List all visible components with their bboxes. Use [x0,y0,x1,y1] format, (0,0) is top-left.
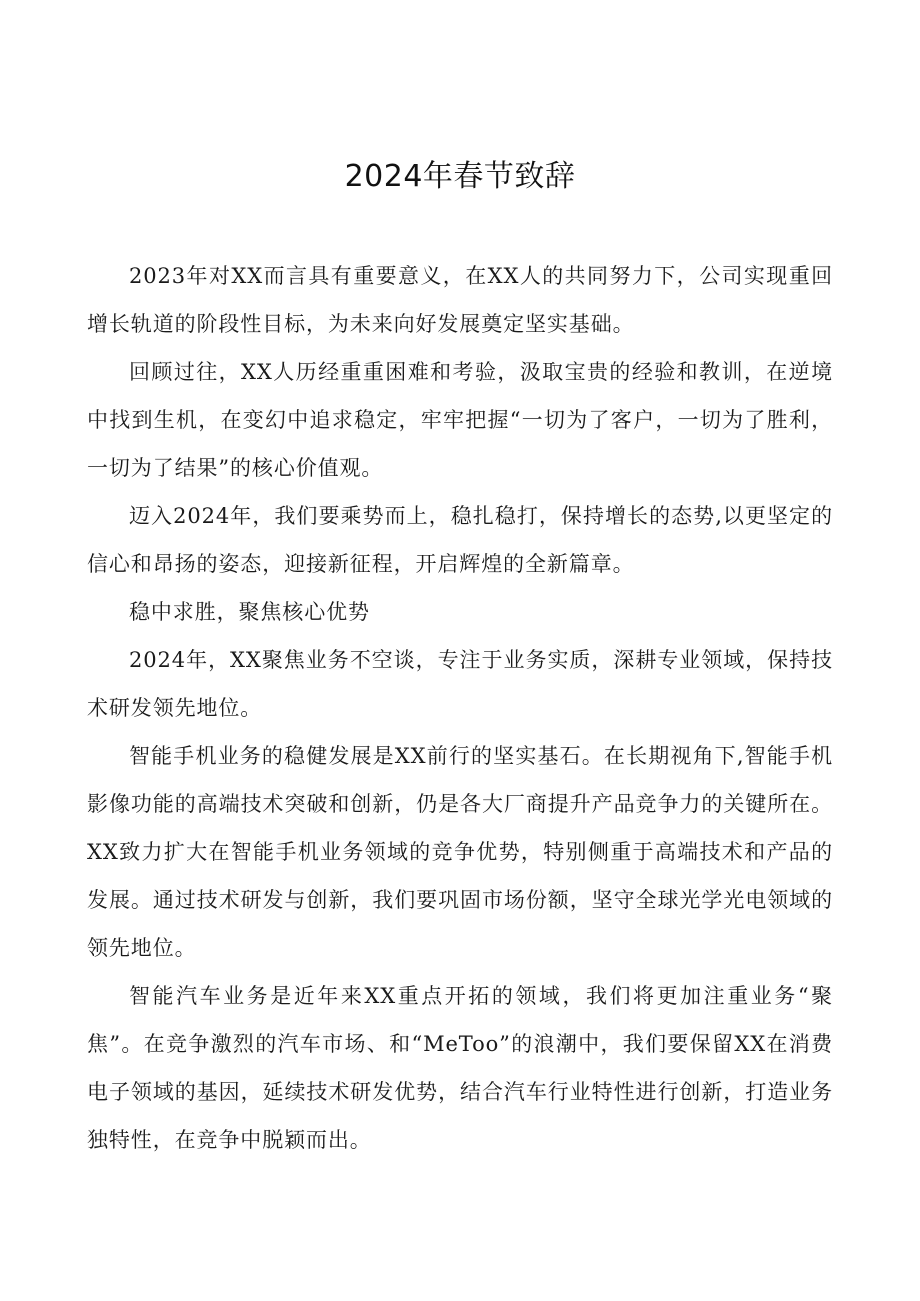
paragraph-4: 2024年，XX聚焦业务不空谈，专注于业务实质，深耕专业领域，保持技术研发领先地位。 [87,648,833,720]
paragraph-5: 智能手机业务的稳健发展是XX前行的坚实基石。在长期视角下,智能手机影像功能的高端技术突破和创新，仍是各大厂商提升产品竞争力的关键所在。XX致力扩大在智能手机业务领域的竞争优势，特别侧重于高端技术和产品的发展。通过技术研发与创新，我们要巩固市场份额，坚守全球光学光电领域的领先地位。 [87,744,833,960]
paragraph-1: 2023年对XX而言具有重要意义，在XX人的共同努力下，公司实现重回增长轨道的阶段性目标，为未来向好发展奠定坚实基础。 [87,264,833,336]
paragraph-2: 回顾过往，XX人历经重重困难和考验，汲取宝贵的经验和教训，在逆境中找到生机，在变幻中追求稳定，牢牢把握“一切为了客户，一切为了胜利，一切为了结果”的核心价值观。 [87,360,833,480]
paragraph-3: 迈入2024年，我们要乘势而上，稳扎稳打，保持增长的态势,以更坚定的信心和昂扬的姿态，迎接新征程，开启辉煌的全新篇章。 [87,504,833,576]
document-body [87,252,833,1164]
section-heading: 稳中求胜，聚焦核心优势 [129,600,370,624]
paragraph-6: 智能汽车业务是近年来XX重点开拓的领域，我们将更加注重业务“聚焦”。在竞争激烈的汽车市场、和“MeToo”的浪潮中，我们要保留XX在消费电子领域的基因，延续技术研发优势，结合汽车行业特性进行创新，打造业务独特性，在竞争中脱颖而出。 [87,984,833,1152]
document-title: 2024年春节致辞 [344,159,576,194]
